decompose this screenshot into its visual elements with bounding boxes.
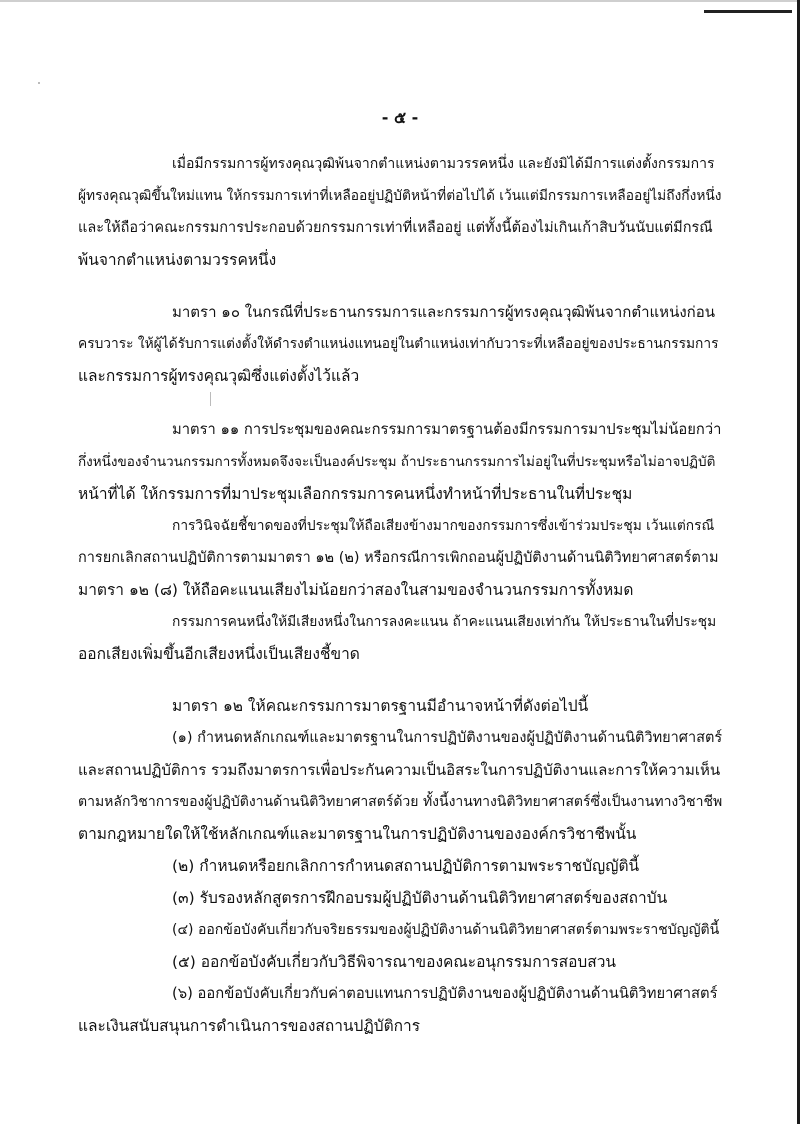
page-number: - ๕ -: [381, 108, 419, 127]
scan-artifact-line: [704, 10, 792, 13]
text-line: กึ่งหนึ่งของจำนวนกรรมการทั้งหมดจึงจะเป็นองค์ประชุม ถ้าประธานกรรมการไม่อยู่ในที่ประชุมหรือไม่อาจปฏิบัติ: [78, 454, 716, 470]
scan-top-edge: [0, 0, 800, 2]
scan-speck: [38, 82, 40, 84]
text-line: และกรรมการผู้ทรงคุณวุฒิซึ่งแต่งตั้งไว้แล้ว: [78, 367, 360, 385]
text-line: กรรมการคนหนึ่งให้มีเสียงหนึ่งในการลงคะแนน ถ้าคะแนนเสียงเท่ากัน ให้ประธานในที่ประชุม: [172, 614, 717, 630]
text-line: ออกเสียงเพิ่มขึ้นอีกเสียงหนึ่งเป็นเสียงชี้ขาด: [78, 645, 360, 663]
text-line: และสถานปฏิบัติการ รวมถึงมาตรการเพื่อประกันความเป็นอิสระในการปฏิบัติงานและการให้ความเห็น: [78, 761, 721, 779]
text-line: หน้าที่ได้ ให้กรรมการที่มาประชุมเลือกกรรมการคนหนึ่งทำหน้าที่ประธานในที่ประชุม: [78, 485, 633, 503]
text-line: การยกเลิกสถานปฏิบัติการตามมาตรา ๑๒ (๒) หรือกรณีการเพิกถอนผู้ปฏิบัติงานด้านนิติวิทยาศาสตร์ตาม: [78, 550, 719, 566]
text-line: และให้ถือว่าคณะกรรมการประกอบด้วยกรรมการเท่าที่เหลืออยู่ แต่ทั้งนี้ต้องไม่เกินเก้าสิบวันนับแต่มีกรณี: [78, 220, 713, 236]
text-line: ตามกฎหมายใดให้ใช้หลักเกณฑ์และมาตรฐานในการปฏิบัติงานขององค์กรวิชาชีพนั้น: [78, 825, 637, 843]
text-line: ครบวาระ ให้ผู้ได้รับการแต่งตั้งให้ดำรงตำแหน่งแทนอยู่ในตำแหน่งเท่ากับวาระที่เหลืออยู่ของประธานกรรมการ: [78, 336, 719, 352]
text-line: ผู้ทรงคุณวุฒิขึ้นใหม่แทน ให้กรรมการเท่าที่เหลืออยู่ปฏิบัติหน้าที่ต่อไปได้ เว้นแต่มีกรรมการเหลืออยู่ไม่ถึงกึ่งหนึ่ง: [78, 188, 722, 204]
list-item-6: (๖) ออกข้อบังคับเกี่ยวกับค่าตอบแทนการปฏิบัติงานของผู้ปฏิบัติงานด้านนิติวิทยาศาสตร์: [172, 985, 718, 1002]
list-item-5: (๕) ออกข้อบังคับเกี่ยวกับวิธีพิจารณาของคณะอนุกรรมการสอบสวน: [172, 953, 617, 971]
list-item-3: (๓) รับรองหลักสูตรการฝึกอบรมผู้ปฏิบัติงานด้านนิติวิทยาศาสตร์ของสถาบัน: [172, 889, 668, 907]
scan-speck: [210, 392, 211, 406]
text-line: การวินิจฉัยชี้ขาดของที่ประชุมให้ถือเสียงข้างมากของกรรมการซึ่งเข้าร่วมประชุม เว้นแต่กรณี: [172, 518, 715, 534]
section-12-heading-line: มาตรา ๑๒ ให้คณะกรรมการมาตรฐานมีอำนาจหน้าที่ดังต่อไปนี้: [172, 697, 589, 715]
list-item-4: (๔) ออกข้อบังคับเกี่ยวกับจริยธรรมของผู้ปฏิบัติงานด้านนิติวิทยาศาสตร์ตามพระราชบัญญัตินี้: [172, 922, 720, 938]
section-10-heading-line: มาตรา ๑๐ ในกรณีที่ประธานกรรมการและกรรมการผู้ทรงคุณวุฒิพ้นจากตำแหน่งก่อน: [172, 303, 715, 321]
list-item-1: (๑) กำหนดหลักเกณฑ์และมาตรฐานในการปฏิบัติงานของผู้ปฏิบัติงานด้านนิติวิทยาศาสตร์: [172, 730, 723, 746]
text-line: มาตรา ๑๒ (๘) ให้ถือคะแนนเสียงไม่น้อยกว่าสองในสามของจำนวนกรรมการทั้งหมด: [78, 581, 634, 599]
text-line: พ้นจากตำแหน่งตามวรรคหนึ่ง: [78, 251, 277, 269]
text-line: ตามหลักวิชาการของผู้ปฏิบัติงานด้านนิติวิทยาศาสตร์ด้วย ทั้งนี้งานทางนิติวิทยาศาสตร์ซึ่งเป็นงานทางวิชาชีพ: [78, 794, 723, 810]
list-item-2: (๒) กำหนดหรือยกเลิกการกำหนดสถานปฏิบัติการตามพระราชบัญญัตินี้: [172, 857, 640, 875]
text-line: เมื่อมีกรรมการผู้ทรงคุณวุฒิพ้นจากตำแหน่งตามวรรคหนึ่ง และยังมิได้มีการแต่งตั้งกรรมการ: [172, 156, 715, 172]
section-11-heading-line: มาตรา ๑๑ การประชุมของคณะกรรมการมาตรฐานต้องมีกรรมการมาประชุมไม่น้อยกว่า: [172, 421, 722, 438]
text-line: และเงินสนับสนุนการดำเนินการของสถานปฏิบัติการ: [78, 1017, 421, 1035]
